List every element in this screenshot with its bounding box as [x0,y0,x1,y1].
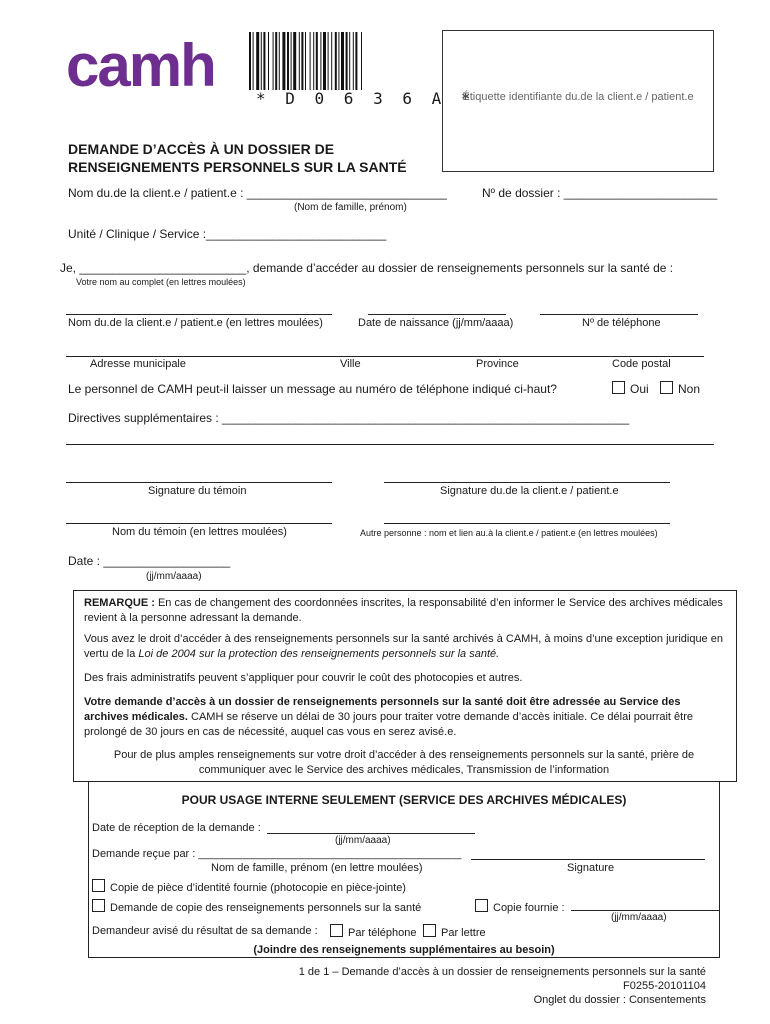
id-copy-option[interactable] [92,879,406,894]
yes-label: Oui [630,382,649,396]
unit-field[interactable]: Unité / Clinique / Service :___________________________ [68,227,387,241]
form-title [68,140,407,176]
client-name-field[interactable]: Nom du.de la client.e / patient.e : ______________________________ [68,186,447,200]
client-name-hint: (Nom de famille, prénom) [294,202,407,213]
by-letter-label: Par lettre [441,927,486,939]
directives-field[interactable]: Directives supplémentaires : _____________________________________________________________ [68,411,630,425]
client-name-caption: Nom du.de la client.e / patient.e (en lettres moulées) [68,317,323,329]
barcode [248,32,420,90]
remark-box [73,590,737,782]
title-line-2: RENSEIGNEMENTS PERSONNELS SUR LA SANTÉ [68,159,407,175]
no-label: Non [678,382,701,396]
received-by-field[interactable]: Demande reçue par : ___________________________________________ [92,848,462,860]
yes-checkbox[interactable] [612,381,625,394]
client-name-line[interactable] [66,314,332,315]
province-caption: Province [476,358,519,370]
patient-label-box [442,30,714,172]
received-date-hint: (jj/mm/aaaa) [335,835,391,846]
yes-option[interactable] [612,381,649,396]
patient-label-text: Étiquette identifiante du.de la client.e / patient.e [462,91,694,103]
remark-paragraph-5: Pour de plus amples renseignements sur votre droit d’accéder à des renseignements personnels sur la santé, prière de communiquer avec le Service des archives médicales, Transmission de l’information [113,749,695,776]
by-phone-label: Par téléphone [348,927,417,939]
no-checkbox[interactable] [660,381,673,394]
copy-provided-label: Copie fournie : [493,902,565,914]
file-number-field[interactable]: Nº de dossier : _______________________ [482,186,718,200]
by-letter-checkbox[interactable] [423,924,436,937]
postal-caption: Code postal [612,358,671,370]
remark-paragraph-4: Votre demande d’accès à un dossier de renseignements personnels sur la santé doit être adressée au Service des archives médicales. CAMH se réserve un délai de 30 jours pour traiter votre demande d’accès initiale. Ce délai pourrait être prolongé de 30 jours en cas de nécessité, auquel cas vous en serez avisé.e. [84,696,694,738]
no-option[interactable] [660,381,700,396]
camh-logo: camh [66,32,215,99]
request-copy-label: Demande de copie des renseignements personnels sur la santé [110,902,422,914]
by-phone-checkbox[interactable] [330,924,343,937]
directives-line-2[interactable] [66,444,714,445]
date-hint: (jj/mm/aaaa) [146,571,202,582]
signature-caption: Signature [567,862,615,874]
address-line[interactable] [66,356,704,357]
witness-signature-caption: Signature du témoin [148,485,247,497]
requester-field[interactable]: Je, _________________________, demande d’accéder au dossier de renseignements personnels sur la santé de : [60,261,674,275]
copy-provided-option[interactable] [475,899,565,914]
copy-provided-date-line[interactable] [571,910,719,911]
internal-title: POUR USAGE INTERNE SEULEMENT (SERVICE DES ARCHIVES MÉDICALES) [181,793,627,807]
message-question: Le personnel de CAMH peut-il laisser un message au numéro de téléphone indiqué ci-haut? [68,382,557,396]
phone-line[interactable] [540,314,698,315]
date-field[interactable]: Date : ___________________ [68,554,231,568]
notified-label: Demandeur avisé du résultat de sa demande : [92,925,318,937]
witness-name-line[interactable] [66,523,332,524]
witness-name-caption: Nom du témoin (en lettres moulées) [112,526,287,538]
request-copy-option[interactable] [92,899,421,914]
id-copy-label: Copie de pièce d’identité fournie (photocopie en pièce-jointe) [110,882,406,894]
barcode-text: * D 0 6 3 6 A * [256,89,476,108]
dob-line[interactable] [368,314,506,315]
address-caption: Adresse municipale [90,358,186,370]
client-signature-line[interactable] [384,482,670,483]
requester-hint: Votre nom au complet (en lettres moulées) [76,277,246,287]
witness-signature-line[interactable] [66,482,332,483]
remark-paragraph-1: REMARQUE : En cas de changement des coordonnées inscrites, la responsabilité d’en informer le Service des archives médicales revient à la personne adressant la demande. [84,597,723,624]
copy-provided-hint: (jj/mm/aaaa) [611,912,667,923]
attach-note: (Joindre des renseignements supplémentaires au besoin) [253,944,555,956]
copy-provided-checkbox[interactable] [475,899,488,912]
other-person-caption: Autre personne : nom et lien au.à la client.e / patient.e (en lettres moulées) [360,528,658,538]
footer-tab: Onglet du dossier : Consentements [533,994,706,1006]
footer-page: 1 de 1 – Demande d’accès à un dossier de renseignements personnels sur la santé [298,966,706,978]
received-date-label: Date de réception de la demande : [92,822,261,834]
by-phone-option[interactable] [330,924,417,939]
title-line-1: DEMANDE D’ACCÈS À UN DOSSIER DE [68,141,335,157]
city-caption: Ville [340,358,361,370]
received-date-line[interactable] [267,833,475,834]
footer-code: F0255-20101104 [623,980,706,992]
id-copy-checkbox[interactable] [92,879,105,892]
received-by-hint: Nom de famille, prénom (en lettre moulées) [211,862,423,874]
phone-caption: Nº de téléphone [582,317,661,329]
by-letter-option[interactable] [423,924,486,939]
internal-use-box [88,782,720,958]
dob-caption: Date de naissance (jj/mm/aaaa) [358,317,514,329]
request-copy-checkbox[interactable] [92,899,105,912]
signature-line[interactable] [471,859,705,860]
client-signature-caption: Signature du.de la client.e / patient.e [440,485,619,497]
other-person-line[interactable] [384,523,670,524]
remark-paragraph-2: Vous avez le droit d’accéder à des renseignements personnels sur la santé archivés à CAMH, à moins d’une exception juridique en vertu de la Loi de 2004 sur la protection des renseignements personnels sur la santé. [84,633,723,660]
remark-paragraph-3: Des frais administratifs peuvent s’appliquer pour couvrir le coût des photocopies et autres. [84,672,523,684]
